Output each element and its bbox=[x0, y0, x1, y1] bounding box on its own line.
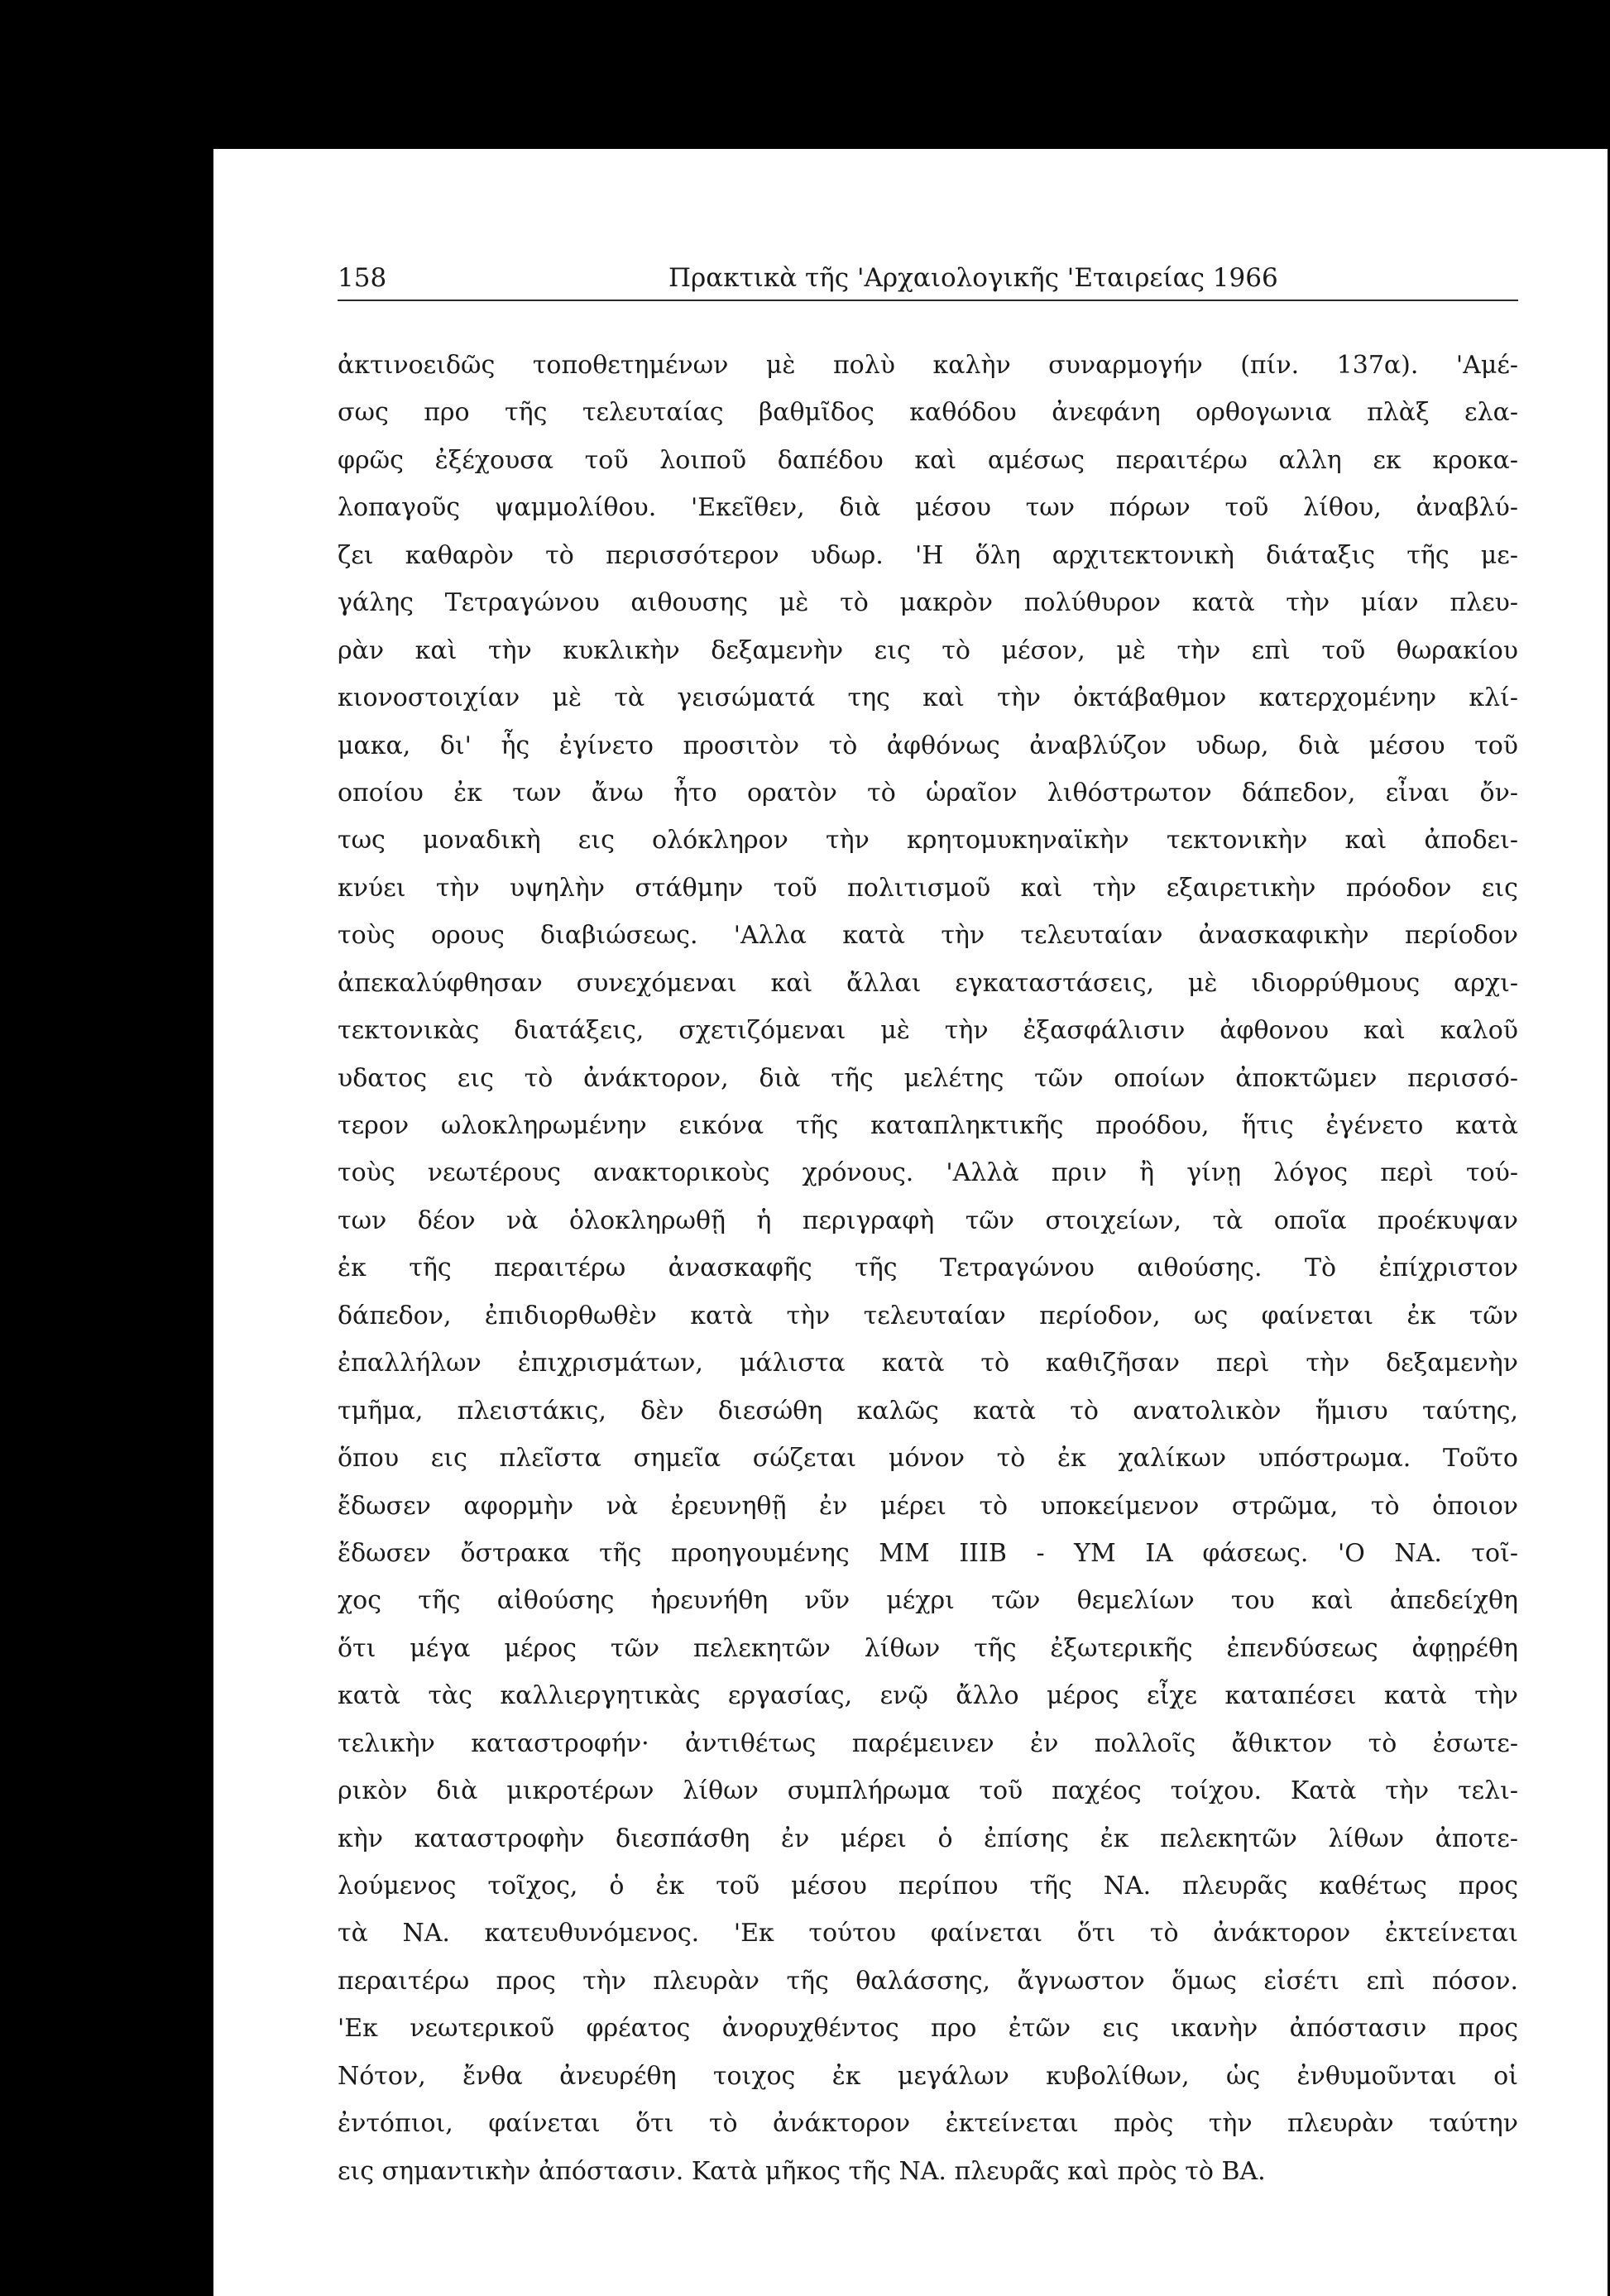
text-line: ἀπεκαλύφθησαν συνεχόμεναι καὶ ἄλλαι εγκαταστάσεις, μὲ ιδιορρύθμους αρχι- bbox=[338, 968, 1518, 998]
text-line: υδατος εις τὸ ἀνάκτορον, διὰ τῆς μελέτης τῶν οποίων ἀποκτῶμεν περισσό- bbox=[338, 1063, 1518, 1093]
text-line: δάπεδον, ἐπιδιορθωθὲν κατὰ τὴν τελευταίαν περίοδον, ως φαίνεται ἐκ τῶν bbox=[338, 1301, 1518, 1330]
text-line: χος τῆς αἰθούσης ἠρευνήθη νῦν μέχρι τῶν θεμελίων του καὶ ἀπεδείχθη bbox=[338, 1586, 1518, 1616]
text-line: λοπαγοῦς ψαμμολίθου. 'Εκεῖθεν, διὰ μέσου των πόρων τοῦ λίθου, ἀναβλύ- bbox=[338, 493, 1518, 523]
text-line: ρὰν καὶ τὴν κυκλικὴν δεξαμενὴν εις τὸ μέσον, μὲ τὴν επὶ τοῦ θωρακίου bbox=[338, 635, 1518, 665]
paper-sheet bbox=[213, 149, 1608, 2296]
text-line: ἐκ τῆς περαιτέρω ἀνασκαφῆς τῆς Τετραγώνου αιθούσης. Τὸ ἐπίχριστον bbox=[338, 1253, 1518, 1283]
text-line: ὅπου εις πλεῖστα σημεῖα σώζεται μόνον τὸ ἐκ χαλίκων υπόστρωμα. Τοῦτο bbox=[338, 1444, 1518, 1474]
body-text bbox=[338, 342, 1518, 2195]
text-line: 'Εκ νεωτερικοῦ φρέατος ἀνορυχθέντος προ ἐτῶν εις ικανὴν ἀπόστασιν προς bbox=[338, 2014, 1518, 2044]
text-line: τεκτονικὰς διατάξεις, σχετιζόμεναι μὲ τὴν ἐξασφάλισιν ἀφθονου καὶ καλοῦ bbox=[338, 1016, 1518, 1046]
header-rule bbox=[338, 300, 1518, 301]
text-line: οποίου ἐκ των ἄνω ἦτο ορατὸν τὸ ὡραῖον λιθόστρωτον δάπεδον, εἶναι ὄν- bbox=[338, 778, 1518, 808]
running-title: Πρακτικὰ τῆς 'Αρχαιολογικῆς 'Εταιρείας 1966 bbox=[668, 263, 1278, 293]
text-line: ζει καθαρὸν τὸ περισσότερον υδωρ. 'Η ὅλη αρχιτεκτονικὴ διάταξις τῆς με- bbox=[338, 540, 1518, 570]
text-line: ἐντόπιοι, φαίνεται ὅτι τὸ ἀνάκτορον ἐκτείνεται πρὸς τὴν πλευρὰν ταύτην bbox=[338, 2109, 1518, 2139]
text-line: τμῆμα, πλειστάκις, δὲν διεσώθη καλῶς κατὰ τὸ ανατολικὸν ἥμισυ ταύτης, bbox=[338, 1396, 1518, 1426]
text-line: ἔδωσεν ὄστρακα τῆς προηγουμένης ΜΜ ΙΙΙΒ - ΥΜ ΙΑ φάσεως. 'Ο ΝΑ. τοῖ- bbox=[338, 1538, 1518, 1568]
text-line: ἔδωσεν αφορμὴν νὰ ἐρευνηθῇ ἐν μέρει τὸ υποκείμενον στρῶμα, τὸ ὁποιον bbox=[338, 1491, 1518, 1521]
text-line: Νότον, ἔνθα ἀνευρέθη τοιχος ἐκ μεγάλων κυβολίθων, ὡς ἐνθυμοῦνται οἱ bbox=[338, 2061, 1518, 2091]
text-line: κνύει τὴν υψηλὴν στάθμην τοῦ πολιτισμοῦ καὶ τὴν εξαιρετικὴν πρόοδον εις bbox=[338, 873, 1518, 903]
text-line: κὴν καταστροφὴν διεσπάσθη ἐν μέρει ὁ ἐπίσης ἐκ πελεκητῶν λίθων ἀποτε- bbox=[338, 1824, 1518, 1853]
text-line: τελικὴν καταστροφήν· ἀντιθέτως παρέμεινεν ἐν πολλοῖς ἄθικτον τὸ ἐσωτε- bbox=[338, 1728, 1518, 1758]
text-line: μακα, δι' ἧς ἐγίνετο προσιτὸν τὸ ἀφθόνως ἀναβλύζον υδωρ, διὰ μέσου τοῦ bbox=[338, 731, 1518, 760]
text-line: ἀκτινοειδῶς τοποθετημένων μὲ πολὺ καλὴν συναρμογήν (πίν. 137α). 'Αμέ- bbox=[338, 351, 1518, 380]
text-line: τοὺς νεωτέρους ανακτορικοὺς χρόνους. 'Αλλὰ πριν ἢ γίνῃ λόγος περὶ τού- bbox=[338, 1158, 1518, 1188]
text-line: τερον ωλοκληρωμένην εικόνα τῆς καταπληκτικῆς προόδου, ἥτις ἐγένετο κατὰ bbox=[338, 1111, 1518, 1140]
text-line: σως προ τῆς τελευταίας βαθμῖδος καθόδου ἀνεφάνη ορθογωνια πλὰξ ελα- bbox=[338, 398, 1518, 428]
page-number: 158 bbox=[338, 263, 387, 293]
text-line: περαιτέρω προς τὴν πλευρὰν τῆς θαλάσσης, ἄγνωστον ὅμως εἰσέτι επὶ πόσον. bbox=[338, 1966, 1518, 1996]
text-line: τως μοναδικὴ εις ολόκληρον τὴν κρητομυκηναϊκὴν τεκτονικὴν καὶ ἀποδει- bbox=[338, 826, 1518, 856]
text-line: λούμενος τοῖχος, ὁ ἐκ τοῦ μέσου περίπου τῆς ΝΑ. πλευρᾶς καθέτως προς bbox=[338, 1872, 1518, 1901]
text-line: τὰ ΝΑ. κατευθυνόμενος. 'Εκ τούτου φαίνεται ὅτι τὸ ἀνάκτορον ἐκτείνεται bbox=[338, 1919, 1518, 1948]
text-line: φρῶς ἐξέχουσα τοῦ λοιποῦ δαπέδου καὶ αμέσως περαιτέρω αλλη εκ κροκα- bbox=[338, 445, 1518, 475]
text-line: εις σημαντικὴν ἀπόστασιν. Κατὰ μῆκος τῆς ΝΑ. πλευρᾶς καὶ πρὸς τὸ ΒΑ. bbox=[338, 2156, 1266, 2186]
text-line: των δέον νὰ ὁλοκληρωθῇ ἡ περιγραφὴ τῶν στοιχείων, τὰ οποῖα προέκυψαν bbox=[338, 1206, 1518, 1235]
page-header bbox=[338, 255, 1518, 304]
text-line: ἐπαλλήλων ἐπιχρισμάτων, μάλιστα κατὰ τὸ καθιζῆσαν περὶ τὴν δεξαμενὴν bbox=[338, 1349, 1518, 1378]
text-line: κατὰ τὰς καλλιεργητικὰς εργασίας, ενῷ ἄλλο μέρος εἶχε καταπέσει κατὰ τὴν bbox=[338, 1681, 1518, 1711]
text-line: κιονοστοιχίαν μὲ τὰ γεισώματά της καὶ τὴν ὀκτάβαθμον κατερχομένην κλί- bbox=[338, 683, 1518, 713]
text-line: γάλης Τετραγώνου αιθουσης μὲ τὸ μακρὸν πολύθυρον κατὰ τὴν μίαν πλευ- bbox=[338, 588, 1518, 618]
text-line: τοὺς ορους διαβιώσεως. 'Αλλα κατὰ τὴν τελευταίαν ἀνασκαφικὴν περίοδον bbox=[338, 921, 1518, 951]
text-line: ὅτι μέγα μέρος τῶν πελεκητῶν λίθων τῆς ἐξωτερικῆς ἐπενδύσεως ἀφῃρέθη bbox=[338, 1633, 1518, 1663]
text-line: ρικὸν διὰ μικροτέρων λίθων συμπλήρωμα τοῦ παχέος τοίχου. Κατὰ τὴν τελι- bbox=[338, 1776, 1518, 1806]
